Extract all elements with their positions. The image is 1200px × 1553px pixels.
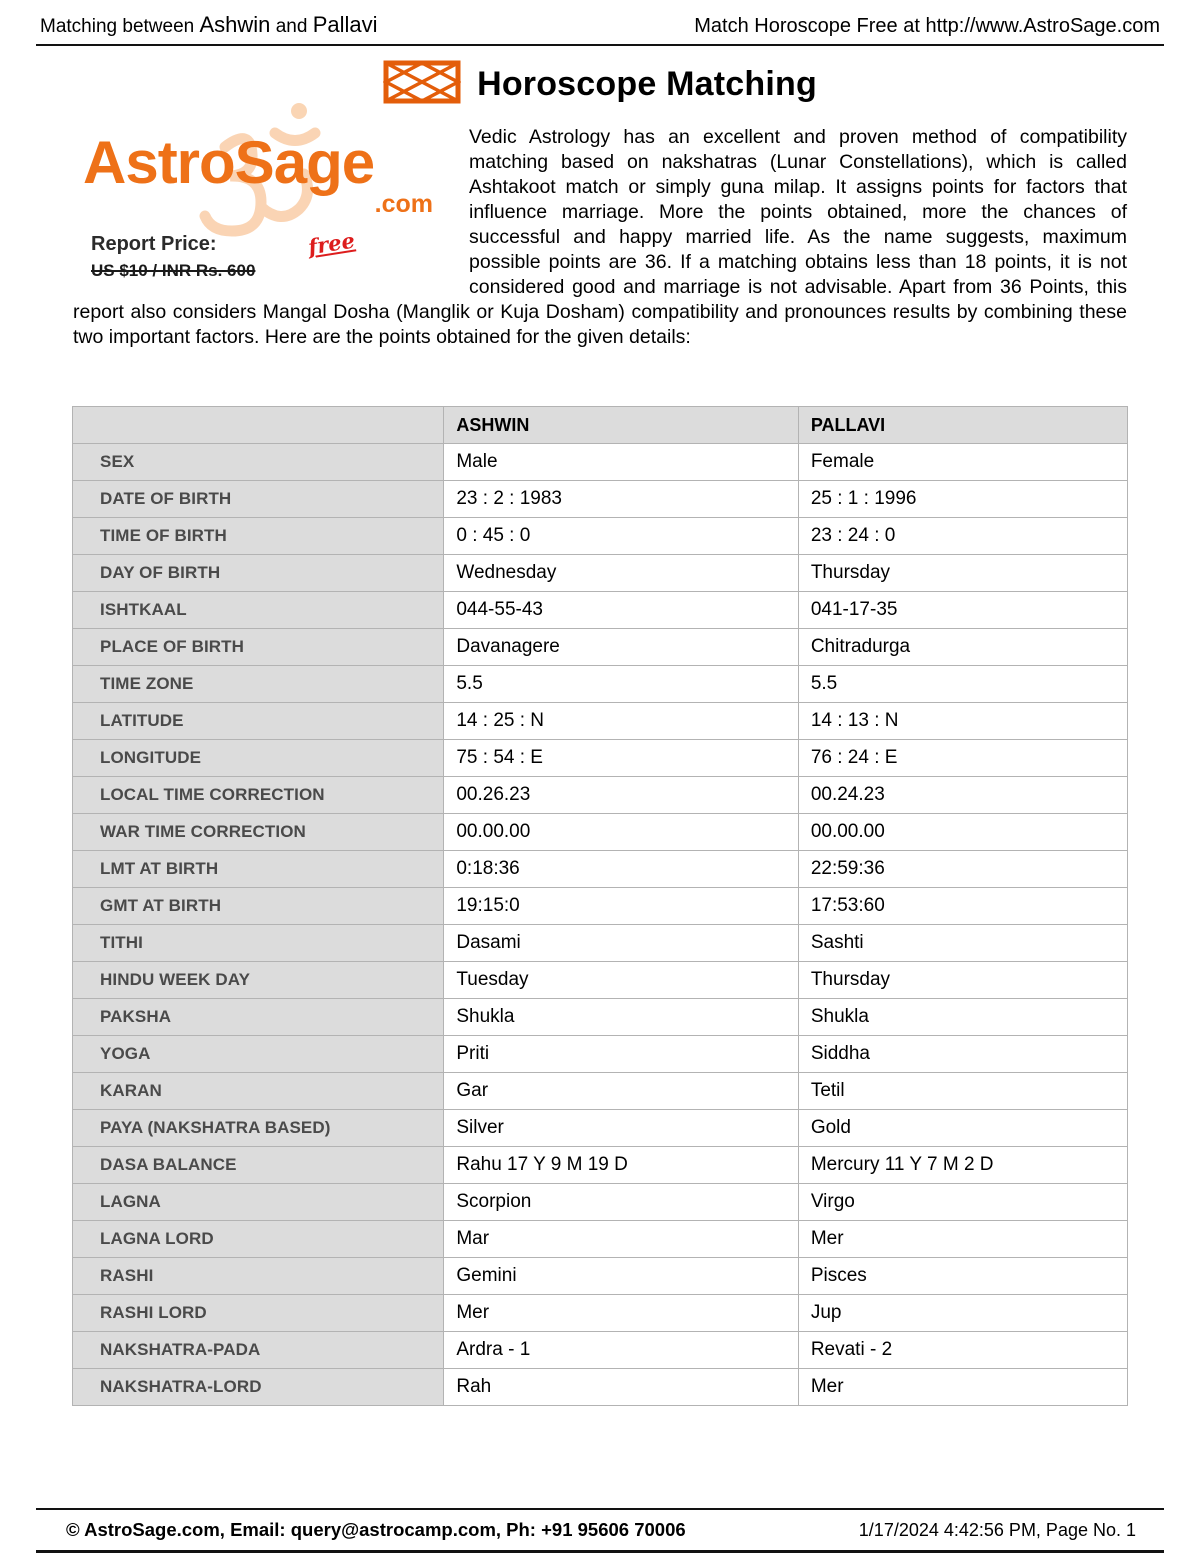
ashwin-value-cell: 19:15:0 [444, 888, 798, 925]
pallavi-value-cell: Female [798, 444, 1127, 481]
table-header-row [73, 407, 1128, 444]
table-row [73, 888, 1128, 925]
ashwin-value-cell: Mar [444, 1221, 798, 1258]
table-row [73, 962, 1128, 999]
pallavi-value-cell: Tetil [798, 1073, 1127, 1110]
ashwin-value-cell: Priti [444, 1036, 798, 1073]
ashwin-value-cell: 00.26.23 [444, 777, 798, 814]
row-label: TIME OF BIRTH [73, 518, 444, 555]
intro-text-part3: advisable. Apart from 36 Points, this report also considers Mangal Dosha (Manglik or Kuja Dosham) compatibility and pronounces results by combining these two important factors. Here are the points obtained for the given details: [73, 276, 1128, 348]
logo-wordmark: AstroSage [83, 129, 375, 196]
table-row [73, 555, 1128, 592]
row-label: LONGITUDE [73, 740, 444, 777]
person-name-male: Ashwin [199, 12, 271, 37]
pallavi-value-cell: Jup [798, 1295, 1127, 1332]
ashwin-value-cell: Ardra - 1 [444, 1332, 798, 1369]
ashwin-value-cell: Shukla [444, 999, 798, 1036]
row-label: ISHTKAAL [73, 592, 444, 629]
table-row [73, 1036, 1128, 1073]
ashwin-value-cell: 75 : 54 : E [444, 740, 798, 777]
pallavi-value-cell: 17:53:60 [798, 888, 1127, 925]
row-label: TITHI [73, 925, 444, 962]
row-label: GMT AT BIRTH [73, 888, 444, 925]
intro-text-part1: Vedic Astrology has an excellent and proven method of compatibility matching based on nakshatras (Lunar Constellations), which is called Ashtakoot match or simply guna milap. It assigns points for factors that influence marriage. More the points obtained, more the chances [469, 126, 1127, 223]
pallavi-value-cell: 14 : 13 : N [798, 703, 1127, 740]
ashwin-value-cell: Dasami [444, 925, 798, 962]
table-row [73, 481, 1128, 518]
ashwin-value-cell: 5.5 [444, 666, 798, 703]
ashwin-value-cell: 0:18:36 [444, 851, 798, 888]
free-price-badge: free [306, 227, 357, 260]
matching-conjunction: and [270, 16, 313, 37]
row-label: PLACE OF BIRTH [73, 629, 444, 666]
table-row [73, 666, 1128, 703]
pallavi-value-cell: 00.00.00 [798, 814, 1127, 851]
logo-dotcom: .com [374, 190, 433, 218]
row-label: DASA BALANCE [73, 1147, 444, 1184]
details-table-wrap [0, 406, 1200, 1406]
header-ashwin: ASHWIN [444, 407, 798, 444]
pallavi-value-cell: Sashti [798, 925, 1127, 962]
pallavi-value-cell: 25 : 1 : 1996 [798, 481, 1127, 518]
row-label: LAGNA LORD [73, 1221, 444, 1258]
intro-section [0, 125, 1200, 350]
row-label: LOCAL TIME CORRECTION [73, 777, 444, 814]
footer-contact-text: © AstroSage.com, Email: query@astrocamp.com, Ph: +91 95606 70006 [66, 1519, 686, 1540]
table-row [73, 592, 1128, 629]
pallavi-value-cell: Revati - 2 [798, 1332, 1127, 1369]
table-row [73, 1295, 1128, 1332]
row-label: PAKSHA [73, 999, 444, 1036]
matching-prefix: Matching between [40, 16, 200, 37]
table-row [73, 1110, 1128, 1147]
table-row [73, 444, 1128, 481]
pallavi-value-cell: 5.5 [798, 666, 1127, 703]
pallavi-value-cell: Mer [798, 1221, 1127, 1258]
ashwin-value-cell: Silver [444, 1110, 798, 1147]
table-row [73, 1332, 1128, 1369]
ashwin-value-cell: Gemini [444, 1258, 798, 1295]
ashwin-value-cell: 00.00.00 [444, 814, 798, 851]
page-footer [36, 1508, 1164, 1553]
row-label: YOGA [73, 1036, 444, 1073]
table-row [73, 740, 1128, 777]
table-row [73, 1073, 1128, 1110]
pallavi-value-cell: Pisces [798, 1258, 1127, 1295]
ashwin-value-cell: Davanagere [444, 629, 798, 666]
pallavi-value-cell: Gold [798, 1110, 1127, 1147]
pallavi-value-cell: 00.24.23 [798, 777, 1127, 814]
pallavi-value-cell: Mer [798, 1369, 1127, 1406]
details-table-body [73, 444, 1128, 1406]
ashwin-value-cell: 14 : 25 : N [444, 703, 798, 740]
table-row [73, 629, 1128, 666]
row-label: LATITUDE [73, 703, 444, 740]
ashwin-value-cell: Scorpion [444, 1184, 798, 1221]
table-row [73, 518, 1128, 555]
row-label: NAKSHATRA-LORD [73, 1369, 444, 1406]
ashwin-value-cell: 23 : 2 : 1983 [444, 481, 798, 518]
pallavi-value-cell: Virgo [798, 1184, 1127, 1221]
row-label: DATE OF BIRTH [73, 481, 444, 518]
table-row [73, 1184, 1128, 1221]
pallavi-value-cell: Thursday [798, 555, 1127, 592]
pallavi-value-cell: 23 : 24 : 0 [798, 518, 1127, 555]
page-title: Horoscope Matching [477, 65, 817, 103]
header-pallavi: PALLAVI [798, 407, 1127, 444]
table-row [73, 999, 1128, 1036]
pallavi-value-cell: Chitradurga [798, 629, 1127, 666]
report-price-block [83, 227, 357, 281]
pallavi-value-cell: 22:59:36 [798, 851, 1127, 888]
header-empty-cell [73, 407, 444, 444]
title-row [0, 60, 1200, 109]
table-row [73, 1221, 1128, 1258]
ashwin-value-cell: Mer [444, 1295, 798, 1332]
row-label: LMT AT BIRTH [73, 851, 444, 888]
table-row [73, 851, 1128, 888]
table-row [73, 814, 1128, 851]
row-label: PAYA (NAKSHATRA BASED) [73, 1110, 444, 1147]
astrosage-logo-block [73, 125, 469, 299]
footer-timestamp-page: 1/17/2024 4:42:56 PM, Page No. 1 [858, 1520, 1136, 1540]
row-label: RASHI LORD [73, 1295, 444, 1332]
page-header [36, 0, 1164, 46]
ashwin-value-cell: 044-55-43 [444, 592, 798, 629]
birth-details-table [72, 406, 1128, 1406]
intro-text-part2: of successful and happy married life. As the name suggests, maximum possible points are 36. If a matching obtains less than 18 points, it is not considered good and marriage is not [469, 201, 1127, 298]
row-label: HINDU WEEK DAY [73, 962, 444, 999]
pallavi-value-cell: 041-17-35 [798, 592, 1127, 629]
pallavi-value-cell: 76 : 24 : E [798, 740, 1127, 777]
person-name-female: Pallavi [312, 12, 378, 37]
ashwin-value-cell: Wednesday [444, 555, 798, 592]
table-row [73, 1147, 1128, 1184]
table-row [73, 703, 1128, 740]
ashwin-value-cell: Tuesday [444, 962, 798, 999]
pallavi-value-cell: Shukla [798, 999, 1127, 1036]
row-label: SEX [73, 444, 444, 481]
report-price-label: Report Price: [91, 233, 217, 255]
pallavi-value-cell: Siddha [798, 1036, 1127, 1073]
ashwin-value-cell: Male [444, 444, 798, 481]
kundli-chart-icon [383, 60, 461, 109]
table-row [73, 1258, 1128, 1295]
row-label: NAKSHATRA-PADA [73, 1332, 444, 1369]
ashwin-value-cell: Rah [444, 1369, 798, 1406]
row-label: TIME ZONE [73, 666, 444, 703]
original-price-strikethrough: US $10 / INR Rs. 600 [91, 261, 256, 280]
table-row [73, 777, 1128, 814]
row-label: WAR TIME CORRECTION [73, 814, 444, 851]
ashwin-value-cell: Gar [444, 1073, 798, 1110]
row-label: LAGNA [73, 1184, 444, 1221]
ashwin-value-cell: 0 : 45 : 0 [444, 518, 798, 555]
pallavi-value-cell: Thursday [798, 962, 1127, 999]
header-matching-line [40, 12, 378, 38]
ashwin-value-cell: Rahu 17 Y 9 M 19 D [444, 1147, 798, 1184]
table-row [73, 925, 1128, 962]
table-row [73, 1369, 1128, 1406]
header-promo-url: Match Horoscope Free at http://www.AstroSage.com [694, 15, 1160, 37]
astrosage-logo [83, 125, 435, 219]
pallavi-value-cell: Mercury 11 Y 7 M 2 D [798, 1147, 1127, 1184]
row-label: DAY OF BIRTH [73, 555, 444, 592]
row-label: KARAN [73, 1073, 444, 1110]
row-label: RASHI [73, 1258, 444, 1295]
